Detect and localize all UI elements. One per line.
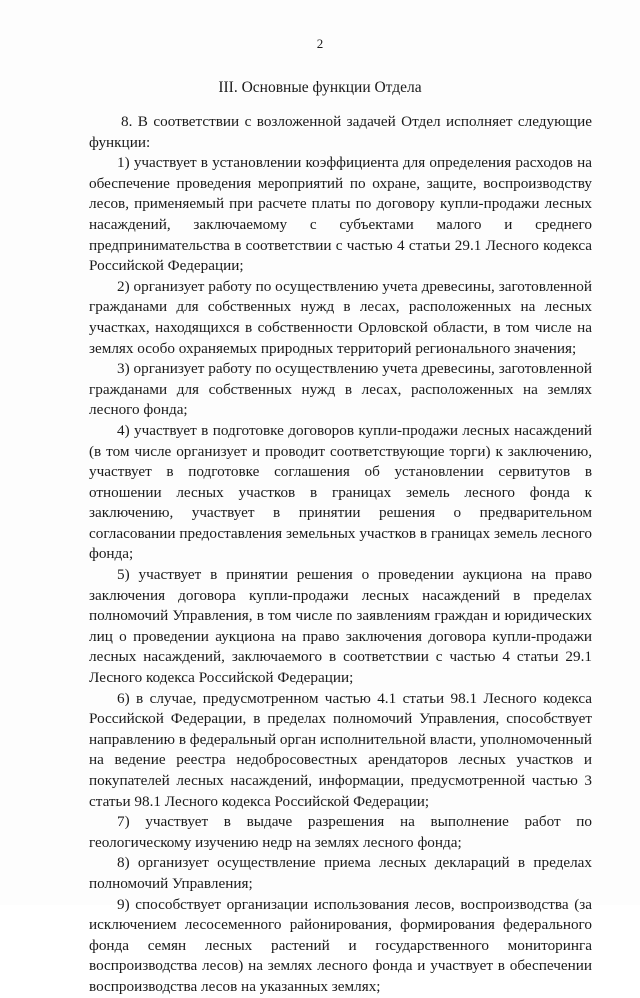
function-item-5: 5) участвует в принятии решения о проведении аукциона на право заключения договора купли-продажи лесных насаждений в пределах полномочий Управления, в том числе по заявлениям граждан и юридических лиц о проведении аукциона на право заключения договора купли-продажи лесных насаждений, заключаемого в соответствии с частью 4 статьи 29.1 Лесного кодекса Российской Федерации; (89, 566, 592, 687)
intro-paragraph: 8. В соответствии с возложенной задачей Отдел исполняет следующие функции: (89, 113, 592, 151)
function-item-1: 1) участвует в установлении коэффициента для определения расходов на обеспечение проведения мероприятий по охране, защите, воспроизводству лесов, применяемый при расчете платы по договору купли-продажи лесных насаждений, заключаемому с субъектами малого и среднего предпринимательства в соответствии с частью 4 статьи 29.1 Лесного кодекса Российской Федерации; (89, 154, 592, 275)
document-body (89, 112, 592, 998)
page-number: 2 (316, 36, 324, 51)
function-item-9: 9) способствует организации использования лесов, воспроизводства (за исключением лесосеменного районирования, формирования федерального фонда семян лесных растений и государственного мониторинга воспроизводства лесов) на землях лесного фонда и участвует в обеспечении воспроизводства лесов на указанных землях; (89, 895, 592, 995)
function-item-2: 2) организует работу по осуществлению учета древесины, заготовленной гражданами для собственных нужд в лесах, расположенных на лесных участках, находящихся в собственности Орловской области, в том числе на землях особо охраняемых природных территорий регионального значения; (89, 277, 592, 357)
function-item-3: 3) организует работу по осуществлению учета древесины, заготовленной гражданами для собственных нужд в лесах, расположенных на землях лесного фонда; (89, 360, 592, 419)
function-item-4: 4) участвует в подготовке договоров купли-продажи лесных насаждений (в том числе организует и проводит соответствующие торги) к заключению, участвует в подготовке соглашения об установлении сервитутов в отношении лесных участков в границах земель лесного фонда к заключению, участвует в принятии решения о предварительном согласовании предоставления земельных участков в границах земель лесного фонда; (89, 421, 592, 563)
function-item-7: 7) участвует в выдаче разрешения на выполнение работ по геологическому изучению недр на землях лесного фонда; (89, 813, 592, 851)
section-title: III. Основные функции Отдела (218, 79, 422, 96)
function-item-6: 6) в случае, предусмотренном частью 4.1 статьи 98.1 Лесного кодекса Российской Федерации, в пределах полномочий Управления, способствует направлению в федеральный орган исполнительной власти, уполномоченный на ведение реестра недобросовестных арендаторов лесных участков и покупателей лесных насаждений, информации, предусмотренной частью 3 статьи 98.1 Лесного кодекса Российской Федерации; (89, 689, 592, 810)
function-item-8: 8) организует осуществление приема лесных деклараций в пределах полномочий Управления; (89, 854, 592, 892)
